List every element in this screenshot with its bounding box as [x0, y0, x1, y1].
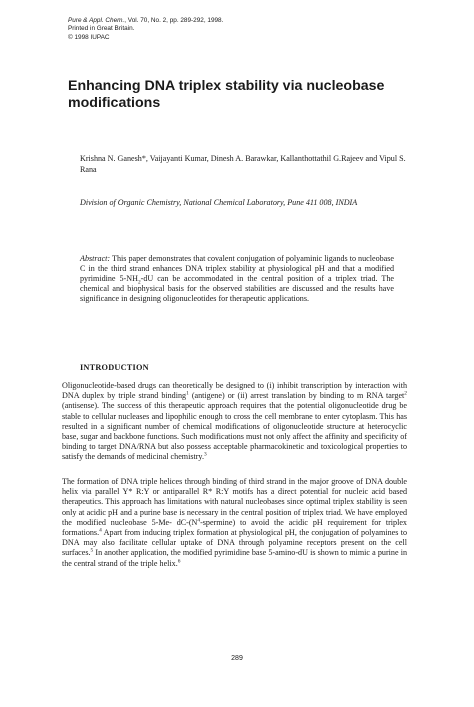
paragraph-text: (antisense). The success of this therapeutic approach requires that the potential oligonucleotide drug be stable to cellular nucleases and lipophilic enough to cross the cell membrane to enter cytoplasm. This has resulted in a significant number of chemical modifications of oligonucleotide structure at heterocyclic base, sugar and backbone functions. Such modifications must not only affect the affinity and specificity of binding to target DNA/RNA but also possess acceptable pharmacokinetic and toxicological properties to satisfy the demands of medicinal chemistry.: [62, 401, 407, 462]
subscript: 2: [137, 279, 141, 286]
paragraph-text: In another application, the modified pyrimidine base 5-amino-dU is shown to mimic a purine in the central strand of the triple helix.: [62, 548, 407, 568]
citation-details: , Vol. 70, No. 2, pp. 289-292, 1998.: [124, 17, 224, 24]
paragraph-text: Oligonucleotide-based drugs can theoretically be designed to (i) inhibit transcription by interaction with DNA duplex by triple strand binding: [62, 381, 407, 401]
paragraph-text: The formation of DNA triple helices through binding of third strand in the major groove of DNA double helix via parallel Y* R:Y or antiparallel R* R:Y motifs has a direct potential for nucleic acid based therapeutics. This approach has limitations with natural nucleobases since optimal triplex stability is seen only at acidic pH and a purine base is necessary in the central position of triplex triad. We have employed the modified nucleobase 5-Me- dC-(N: [62, 477, 407, 527]
paragraph-text: (antigene) or (ii) arrest translation by binding to m RNA target: [188, 391, 405, 401]
abstract: [80, 254, 394, 304]
citation-marker: 1: [186, 390, 189, 397]
journal-citation: [68, 17, 223, 25]
citation-marker: 2: [404, 390, 407, 397]
abstract-text: -dU can be accommodated in the central position of a triplex triad. The chemical and biophysical basis for the observed stabilities are discussed and the results have significance in designing oligonucleotides for therapeutic applications.: [80, 273, 394, 303]
journal-name: Pure & Appl. Chem.: [68, 17, 125, 24]
page-number: 289: [231, 655, 243, 662]
section-heading-introduction: INTRODUCTION: [80, 363, 149, 372]
abstract-label: Abstract:: [80, 254, 111, 263]
intro-paragraph-1: [62, 381, 407, 463]
journal-header: [68, 17, 223, 42]
copyright-notice: © 1998 IUPAC: [68, 33, 110, 41]
intro-paragraph-2: [62, 477, 407, 569]
paragraph-text: -spermine) to avoid the acidic pH requirement for triplex formations.: [62, 517, 407, 538]
citation-marker: 4: [99, 527, 102, 534]
paper-title: Enhancing DNA triplex stability via nucleobase modifications: [68, 78, 385, 111]
citation-marker: 5: [90, 547, 94, 554]
author-list: Krishna N. Ganesh*, Vaijayanti Kumar, Dinesh A. Barawkar, Kallanthottathil G.Rajeev and Vipul S. Rana: [80, 154, 406, 174]
abstract-text: This paper demonstrates that covalent conjugation of polyaminic ligands to nucleobase C in the third strand enhances DNA triplex stability at physiological pH and that a modified pyrimidine 5-NH: [80, 254, 394, 283]
citation-marker: 4: [197, 517, 201, 524]
paragraph-text: Apart from inducing triplex formation at physiological pH, the conjugation of polyamines to DNA may also facilitate cellular uptake of DNA through polyamine receptors present on the cell surfaces.: [62, 528, 407, 558]
citation-marker: 3: [203, 451, 207, 458]
printed-location: Printed in Great Britain.: [68, 25, 135, 33]
affiliation: Division of Organic Chemistry, National Chemical Laboratory, Pune 411 008, INDIA: [80, 198, 358, 207]
citation-marker: 6: [177, 557, 181, 564]
